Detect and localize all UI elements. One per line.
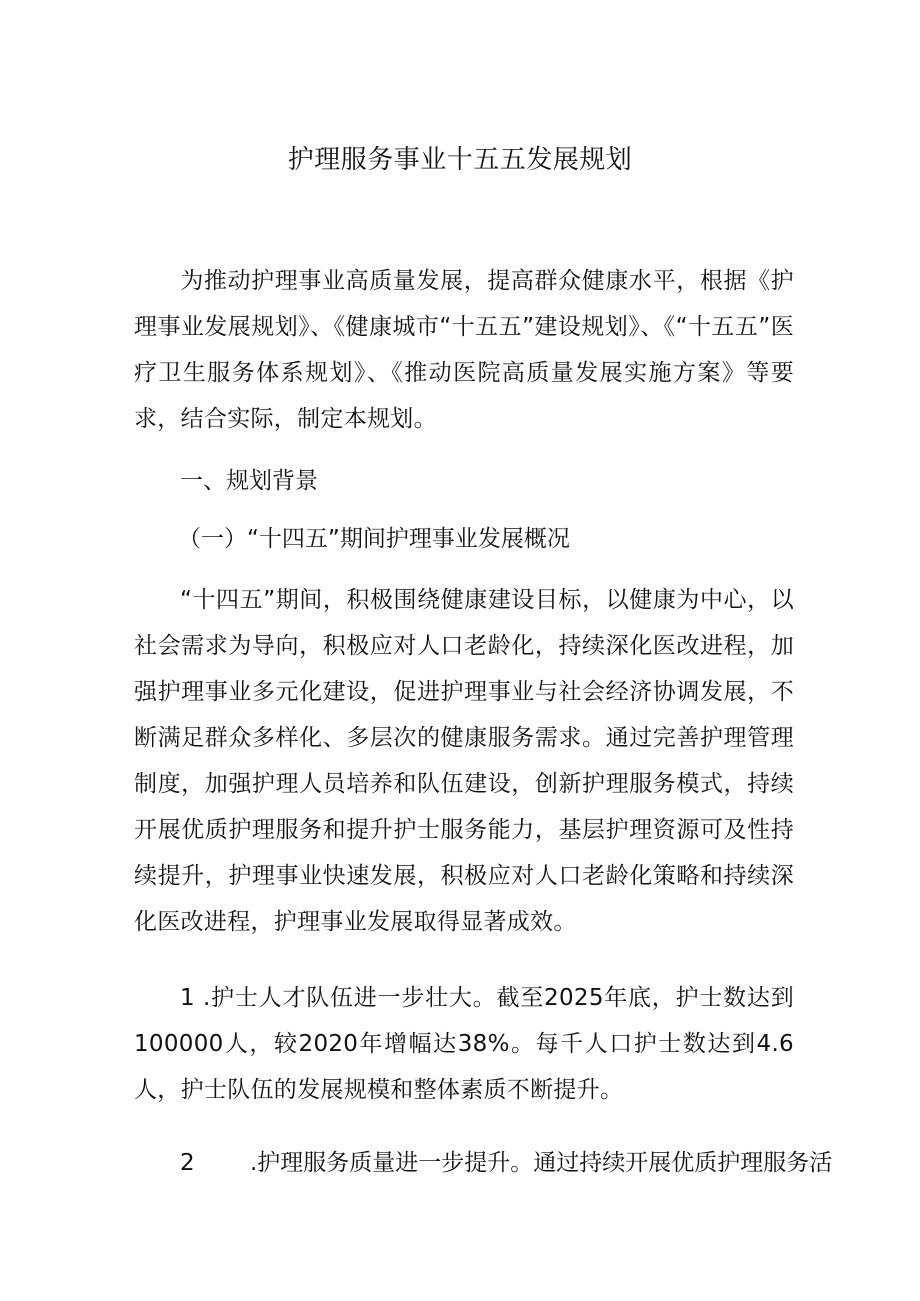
document-title: 护理服务事业十五五发展规划 bbox=[287, 145, 633, 175]
item-2-paragraph bbox=[180, 1140, 833, 1186]
overview-text: “十四五”期间，积极围绕健康建设目标，以健康为中心，以社会需求为导向，积极应对人口老龄化，持续深化医改进程，加强护理事业多元化建设，促进护理事业与社会经济协调发展，不断满足群众多样化、多层次的健康服务需求。通过完善护理管理制度，加强护理人员培养和队伍建设，创新护理服务模式，持续开展优质护理服务和提升护士服务能力，基层护理资源可及性持续提升，护理事业快速发展，积极应对人口老龄化策略和持续深化医改进程，护理事业发展取得显著成效。 bbox=[134, 587, 794, 935]
overview-paragraph bbox=[134, 577, 794, 945]
intro-text: 为推动护理事业高质量发展，提高群众健康水平，根据《护理事业发展规划》、《健康城市“十五五”建设规划》、《“十五五”医疗卫生服务体系规划》、《推动医院高质量发展实施方案》等要求，结合实际，制定本规划。 bbox=[134, 268, 794, 432]
item-2-number: 2 bbox=[180, 1150, 195, 1176]
item-1-paragraph bbox=[134, 975, 794, 1113]
item-1-text: 1 .护士人才队伍进一步壮大。截至2025年底，护士数达到100000人，较2020年增幅达38%。每千人口护士数达到4.6人，护士队伍的发展规模和整体素质不断提升。 bbox=[134, 985, 794, 1103]
intro-paragraph bbox=[134, 258, 794, 442]
section-heading-background: 一、规划背景 bbox=[180, 468, 318, 494]
subsection-heading-overview: （一）“十四五”期间护理事业发展概况 bbox=[178, 526, 570, 552]
item-2-text: .护理服务质量进一步提升。通过持续开展优质护理服务活 bbox=[250, 1150, 833, 1176]
